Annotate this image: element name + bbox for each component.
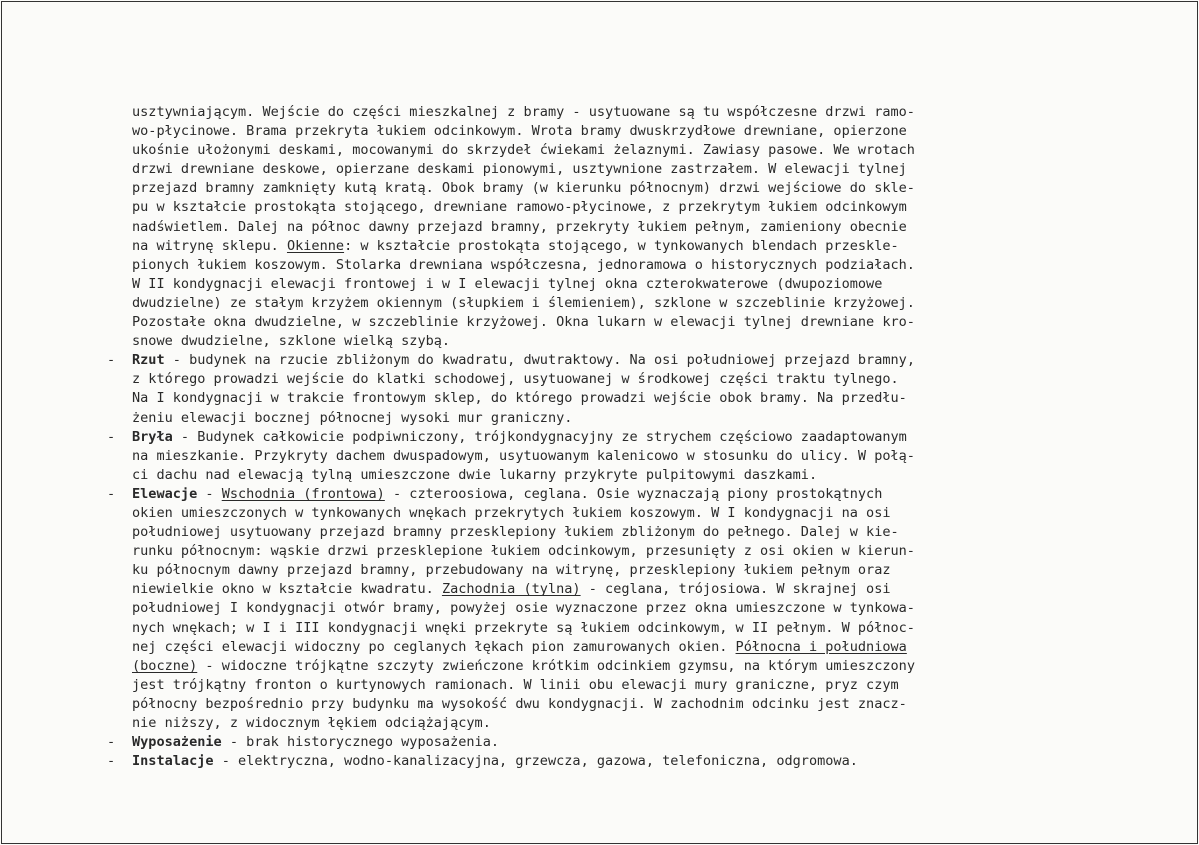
bullet-line (0, 752, 1199, 771)
text-segment: - brak historycznego wyposażenia. (221, 734, 500, 751)
text-segment: na witrynę sklepu. (132, 237, 287, 254)
text-segment: - (197, 485, 222, 502)
text-segment: pu w kształcie prostokąta stojącego, drewniane ramowo-płycinowe, z przekrytym łukiem odcinkowym (132, 199, 907, 216)
text-segment: ku północnym dawny przejazd bramny, przebudowany na witrynę, przesklepiony łukiem pełnym oraz (132, 562, 891, 579)
text-segment: północny bezpośrednio przy budynku ma wysokość dwu kondygnacji. W zachodnim odcinku jest znacz- (132, 695, 907, 712)
text-line (0, 638, 1199, 657)
underlined-term: Wschodnia (frontowa) (221, 485, 385, 502)
text-segment: - czteroosiowa, ceglana. Osie wyznaczają piony prostokątnych (384, 485, 883, 502)
text-segment: niewielkie okno w kształcie kwadratu. (132, 581, 442, 598)
text-segment: Pozostałe okna dwudzielne, w szczeblinie krzyżowej. Okna lukarn w elewacji tylnej drewniane kro- (132, 314, 915, 331)
text-line (0, 332, 1199, 351)
text-segment: W II kondygnacji elewacji frontowej i w I elewacji tylnej okna czterokwaterowe (dwupoziomowe (132, 275, 883, 292)
text-segment: - budynek na rzucie zbliżonym do kwadratu, dwutraktowy. Na osi południowej przejazd bramny, (164, 352, 915, 369)
text-line (0, 657, 1199, 676)
text-segment: - ceglana, trójosiowa. W skrajnej osi (580, 581, 891, 598)
text-line (0, 466, 1199, 485)
text-segment: - Budynek całkowicie podpiwniczony, trójkondygnacyjny ze strychem częściowo zaadaptowanym (172, 428, 907, 445)
text-segment: snowe dwudzielne, szklone wielką szybą. (132, 333, 451, 350)
text-line (0, 141, 1199, 160)
text-line (0, 542, 1199, 561)
text-line (0, 619, 1199, 638)
text-line (0, 370, 1199, 389)
underlined-term: (boczne) (132, 657, 198, 674)
bullet-line (0, 733, 1199, 752)
bullet-marker: - (107, 485, 116, 502)
bullet-marker: - (107, 428, 116, 445)
section-heading: Wyposażenie (132, 734, 222, 751)
bullet-marker: - (107, 734, 116, 751)
text-line (0, 237, 1199, 256)
underlined-term: Okienne (286, 237, 345, 254)
section-heading: Bryła (132, 428, 173, 445)
bullet-line (0, 428, 1199, 447)
text-line (0, 294, 1199, 313)
text-segment: okien umieszczonych w tynkowanych wnękach przekrytych łukiem koszowym. W I kondygnacji na osi (132, 504, 891, 521)
text-segment: przejazd bramny zamknięty kutą kratą. Obok bramy (w kierunku północnym) drzwi wejściowe do skle- (132, 180, 915, 197)
document-body (0, 103, 1199, 771)
text-segment: ukośnie ułożonymi deskami, mocowanymi do skrzydeł ćwiekami żelaznymi. Zawiasy pasowe. We wrotach (132, 142, 915, 159)
text-segment: południowej I kondygnacji otwór bramy, powyżej osie wyznaczone przez okna umieszczone w tynkowa- (132, 600, 915, 617)
bullet-marker: - (107, 352, 116, 369)
text-line (0, 389, 1199, 408)
text-line (0, 103, 1199, 122)
text-segment: runku północnym: wąskie drzwi przesklepione łukiem odcinkowym, przesunięty z osi okien w kierun- (132, 543, 915, 560)
text-segment: południowej usytuowany przejazd bramny przesklepiony łukiem zbliżonym do pełnego. Dalej w kie- (132, 524, 899, 541)
text-segment: usztywniającym. Wejście do części mieszkalnej z bramy - usytuowane są tu współczesne drzwi ramo- (132, 104, 915, 120)
bullet-line (0, 351, 1199, 370)
section-heading: Elewacje (132, 485, 198, 502)
text-line (0, 599, 1199, 618)
bullet-line (0, 485, 1199, 504)
section-heading: Rzut (132, 352, 165, 369)
text-segment: z którego prowadzi wejście do klatki schodowej, usytuowanej w środkowej części traktu tylnego. (132, 371, 899, 388)
text-segment: pionych łukiem koszowym. Stolarka drewniana współczesna, jednoramowa o historycznych podziałach. (132, 256, 915, 273)
text-segment: drzwi drewniane deskowe, opierzane deskami pionowymi, usztywnione zastrzałem. W elewacji tylnej (132, 161, 907, 178)
underlined-term: Północna i południowa (735, 638, 907, 655)
text-line (0, 313, 1199, 332)
text-segment: nej części elewacji widoczny po ceglanych łękach pion zamurowanych okien. (132, 638, 736, 655)
text-line (0, 256, 1199, 275)
text-line (0, 714, 1199, 733)
text-segment: na mieszkanie. Przykryty dachem dwuspadowym, usytuowanym kalenicowo w stosunku do ulicy. W połą- (132, 447, 915, 464)
text-line (0, 504, 1199, 523)
text-segment: - elektryczna, wodno-kanalizacyjna, grzewcza, gazowa, telefoniczna, odgromowa. (213, 753, 858, 770)
text-segment: nie niższy, z widocznym łękiem odciążającym. (132, 715, 491, 731)
text-segment: nych wnękach; w I i III kondygnacji wnęki przekryte są łukiem odcinkowym, w II pełnym. W północ- (132, 619, 915, 636)
text-segment: żeniu elewacji bocznej północnej wysoki mur graniczny. (132, 409, 573, 426)
text-line (0, 409, 1199, 428)
text-segment: nadświetlem. Dalej na północ dawny przejazd bramny, przekryty łukiem pełnym, zamieniony obecnie (132, 218, 907, 235)
text-segment: ci dachu nad elewacją tylną umieszczone dwie lukarny przykryte pulpitowymi daszkami. (132, 466, 818, 483)
text-line (0, 447, 1199, 466)
text-line (0, 198, 1199, 217)
section-heading: Instalacje (132, 753, 214, 770)
text-line (0, 179, 1199, 198)
text-segment: : w kształcie prostokąta stojącego, w tynkowanych blendach przeskle- (344, 237, 899, 254)
text-segment: Na I kondygnacji w trakcie frontowym sklep, do którego prowadzi wejście obok bramy. Na przedłu- (132, 390, 907, 407)
text-line (0, 695, 1199, 714)
text-line (0, 275, 1199, 294)
bullet-marker: - (107, 753, 116, 770)
text-segment: dwudzielne) ze stałym krzyżem okiennym (słupkiem i ślemieniem), szklone w szczeblinie krzyżowej. (132, 294, 915, 311)
text-segment: wo-płycinowe. Brama przekryta łukiem odcinkowym. Wrota bramy dwuskrzydłowe drewniane, opierzone (132, 123, 907, 140)
text-line (0, 676, 1199, 695)
text-line (0, 561, 1199, 580)
underlined-term: Zachodnia (tylna) (441, 581, 581, 598)
text-line (0, 580, 1199, 599)
text-line (0, 160, 1199, 179)
text-line (0, 523, 1199, 542)
text-segment: jest trójkątny fronton o kurtynowych ramionach. W linii obu elewacji mury graniczne, pryz czym (132, 676, 899, 693)
text-line (0, 122, 1199, 141)
text-segment: - widoczne trójkątne szczyty zwieńczone krótkim odcinkiem gzymsu, na którym umieszczony (197, 657, 915, 674)
text-line (0, 218, 1199, 237)
